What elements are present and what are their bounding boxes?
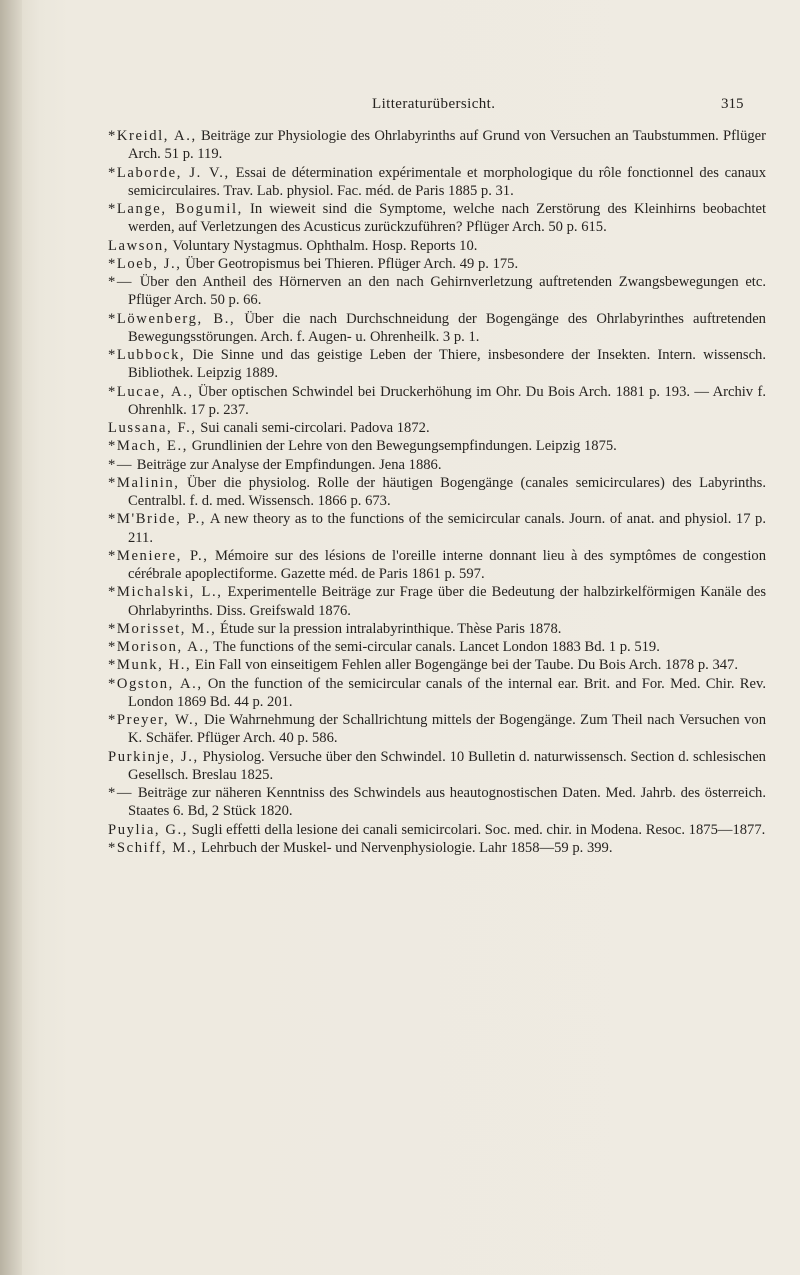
entry-citation: A new theory as to the functions of the semicircular canals. Journ. of anat. and physiol. 17 p. 211. <box>128 511 767 546</box>
bibliography-entry <box>108 839 766 857</box>
entry-citation: Voluntary Nystagmus. Ophthalm. Hosp. Reports 10. <box>169 237 478 254</box>
entry-citation: Sui canali semi-circolari. Padova 1872. <box>196 420 430 436</box>
entry-citation: On the function of the semicircular canals of the internal ear. Brit. and For. Med. Chir. Rev. London 1869 Bd. 44 p. 201. <box>128 675 766 710</box>
entry-citation: Étude sur la pression intralabyrinthique. Thèse Paris 1878. <box>216 620 562 637</box>
bibliography-entry <box>108 510 766 547</box>
bibliography-entry <box>108 456 766 474</box>
bibliography-entry <box>108 547 766 584</box>
entry-author: *Laborde, J. V., <box>108 164 230 181</box>
bibliography-entry <box>108 273 766 310</box>
entry-author: *Kreidl, A., <box>108 128 197 144</box>
bibliography-entry <box>108 310 766 347</box>
entry-citation: Mémoire sur des lésions de l'oreille interne donnant lieu à des symptômes de congestion cérébrale apoplectiforme. Gazette méd. de Paris 1861 p. 597. <box>128 547 766 582</box>
entry-citation: Die Sinne und das geistige Leben der Thiere, insbesondere der Insekten. Intern. wissensch. Bibliothek. Leipzig 1889. <box>128 347 766 382</box>
entry-author: *Michalski, L., <box>108 584 223 601</box>
bibliography-entry <box>108 821 766 839</box>
entry-author: *Loeb, J., <box>108 255 182 272</box>
entry-citation: Beiträge zur Analyse der Empfindungen. Jena 1886. <box>133 456 442 473</box>
entry-author: *Morison, A., <box>108 639 210 655</box>
entry-author: *Malinin, <box>108 474 180 491</box>
entry-author: *— <box>108 274 134 290</box>
bibliography-entry <box>108 583 766 620</box>
entry-author: *Munk, H., <box>108 657 192 674</box>
entry-author: Puylia, G., <box>108 821 189 838</box>
bibliography-entry <box>108 200 766 237</box>
entry-citation: In wieweit sind die Symptome, welche nach Zerstörung des Kleinhirns beobachtet werden, auf Verletzungen des Acusticus zurückzuführen? Pflüger Arch. 50 p. 615. <box>128 201 766 236</box>
entry-citation: Beiträge zur näheren Kenntniss des Schwindels aus heautognostischen Daten. Med. Jahrb. des österreich. Staates 6. Bd, 2 Stück 1820. <box>128 785 766 820</box>
bibliography-entry <box>108 474 766 511</box>
bibliography-entry <box>108 437 766 455</box>
entry-author: *Löwenberg, B., <box>108 310 236 327</box>
entry-citation: Sugli effetti della lesione dei canali semicircolari. Soc. med. chir. in Modena. Resoc. 1875—1877. <box>188 821 766 838</box>
entry-citation: Über den Antheil des Hörnerven an den nach Gehirnverletzung auftretenden Zwangsbewegungen etc. Pflüger Arch. 50 p. 66. <box>128 274 766 309</box>
entry-citation: Über die physiolog. Rolle der häutigen Bogengänge (canales semicirculares) des Labyrinths. Centralbl. f. d. med. Wissensch. 1866 p. 673. <box>128 474 766 509</box>
bibliography-entry <box>108 638 766 656</box>
entry-citation: Ein Fall von einseitigem Fehlen aller Bogengänge bei der Taube. Du Bois Arch. 1878 p. 347. <box>191 657 738 674</box>
entry-citation: Über Geotropismus bei Thieren. Pflüger Arch. 49 p. 175. <box>181 255 519 272</box>
entry-author: *Meniere, P., <box>108 547 209 564</box>
entry-author: *— <box>108 456 134 473</box>
entry-citation: Grundlinien der Lehre von den Bewegungsempfindungen. Leipzig 1875. <box>188 438 617 455</box>
entry-author: *Preyer, W., <box>108 712 200 728</box>
entry-author: *Ogston, A., <box>108 675 203 692</box>
entry-citation: Die Wahrnehmung der Schallrichtung mittels der Bogengänge. Zum Theil nach Versuchen von K. Schäfer. Pflüger Arch. 40 p. 586. <box>128 712 766 747</box>
bibliography-entry <box>108 675 766 712</box>
bibliography-list <box>108 127 766 857</box>
running-header <box>0 96 800 118</box>
bibliography-entry <box>108 127 766 164</box>
bibliography-entry <box>108 383 766 420</box>
entry-author: *Lange, Bogumil, <box>108 201 243 217</box>
entry-citation: Über die nach Durchschneidung der Bogengänge des Ohrlabyrinthes auftretenden Bewegungsstörungen. Arch. f. Augen- u. Ohrenheilk. 3 p. 1. <box>128 310 766 345</box>
page-number: 315 <box>721 96 744 112</box>
entry-citation: Über optischen Schwindel bei Druckerhöhung im Ohr. Du Bois Arch. 1881 p. 193. — Archiv f. Ohrenhlk. 17 p. 237. <box>128 383 766 418</box>
bibliography-entry <box>108 237 766 255</box>
bibliography-entry <box>108 255 766 273</box>
bibliography-entry <box>108 784 766 821</box>
entry-author: *Lucae, A., <box>108 383 194 400</box>
entry-citation: Beiträge zur Physiologie des Ohrlabyrinths auf Grund von Versuchen an Taubstummen. Pflüger Arch. 51 p. 119. <box>128 128 766 163</box>
entry-citation: Experimentelle Beiträge zur Frage über die Bedeutung der halbzirkelförmigen Kanäle des Ohrlabyrinths. Diss. Greifswald 1876. <box>128 584 766 619</box>
bibliography-entry <box>108 748 766 785</box>
bibliography-entry <box>108 620 766 638</box>
bibliography-entry <box>108 419 766 437</box>
entry-citation: Physiolog. Versuche über den Schwindel. 10 Bulletin d. naturwissensch. Section d. schlesischen Gesellsch. Breslau 1825. <box>128 748 766 783</box>
entry-author: *Mach, E., <box>108 438 189 455</box>
bibliography-entry <box>108 711 766 748</box>
entry-citation: Essai de détermination expérimentale et morphologique du rôle fonctionnel des canaux semicirculaires. Trav. Lab. physiol. Fac. méd. de Paris 1885 p. 31. <box>128 164 766 199</box>
entry-citation: The functions of the semi-circular canals. Lancet London 1883 Bd. 1 p. 519. <box>209 639 660 655</box>
entry-citation: Lehrbuch der Muskel- und Nervenphysiologie. Lahr 1858—59 p. 399. <box>197 839 613 856</box>
entry-author: *Morisset, M., <box>108 620 217 637</box>
entry-author: Lussana, F., <box>108 420 197 436</box>
entry-author: *— <box>108 785 134 801</box>
bibliography-entry <box>108 656 766 674</box>
entry-author: Purkinje, J., <box>108 748 199 765</box>
bibliography-entry <box>108 346 766 383</box>
entry-author: *Lubbock, <box>108 347 186 363</box>
entry-author: *Schiff, M., <box>108 839 198 856</box>
bibliography-entry <box>108 164 766 201</box>
entry-author: *M'Bride, P., <box>108 511 207 528</box>
entry-author: Lawson, <box>108 237 170 254</box>
page-spine-shadow <box>0 0 22 1275</box>
running-title: Litteraturübersicht. <box>372 96 496 112</box>
